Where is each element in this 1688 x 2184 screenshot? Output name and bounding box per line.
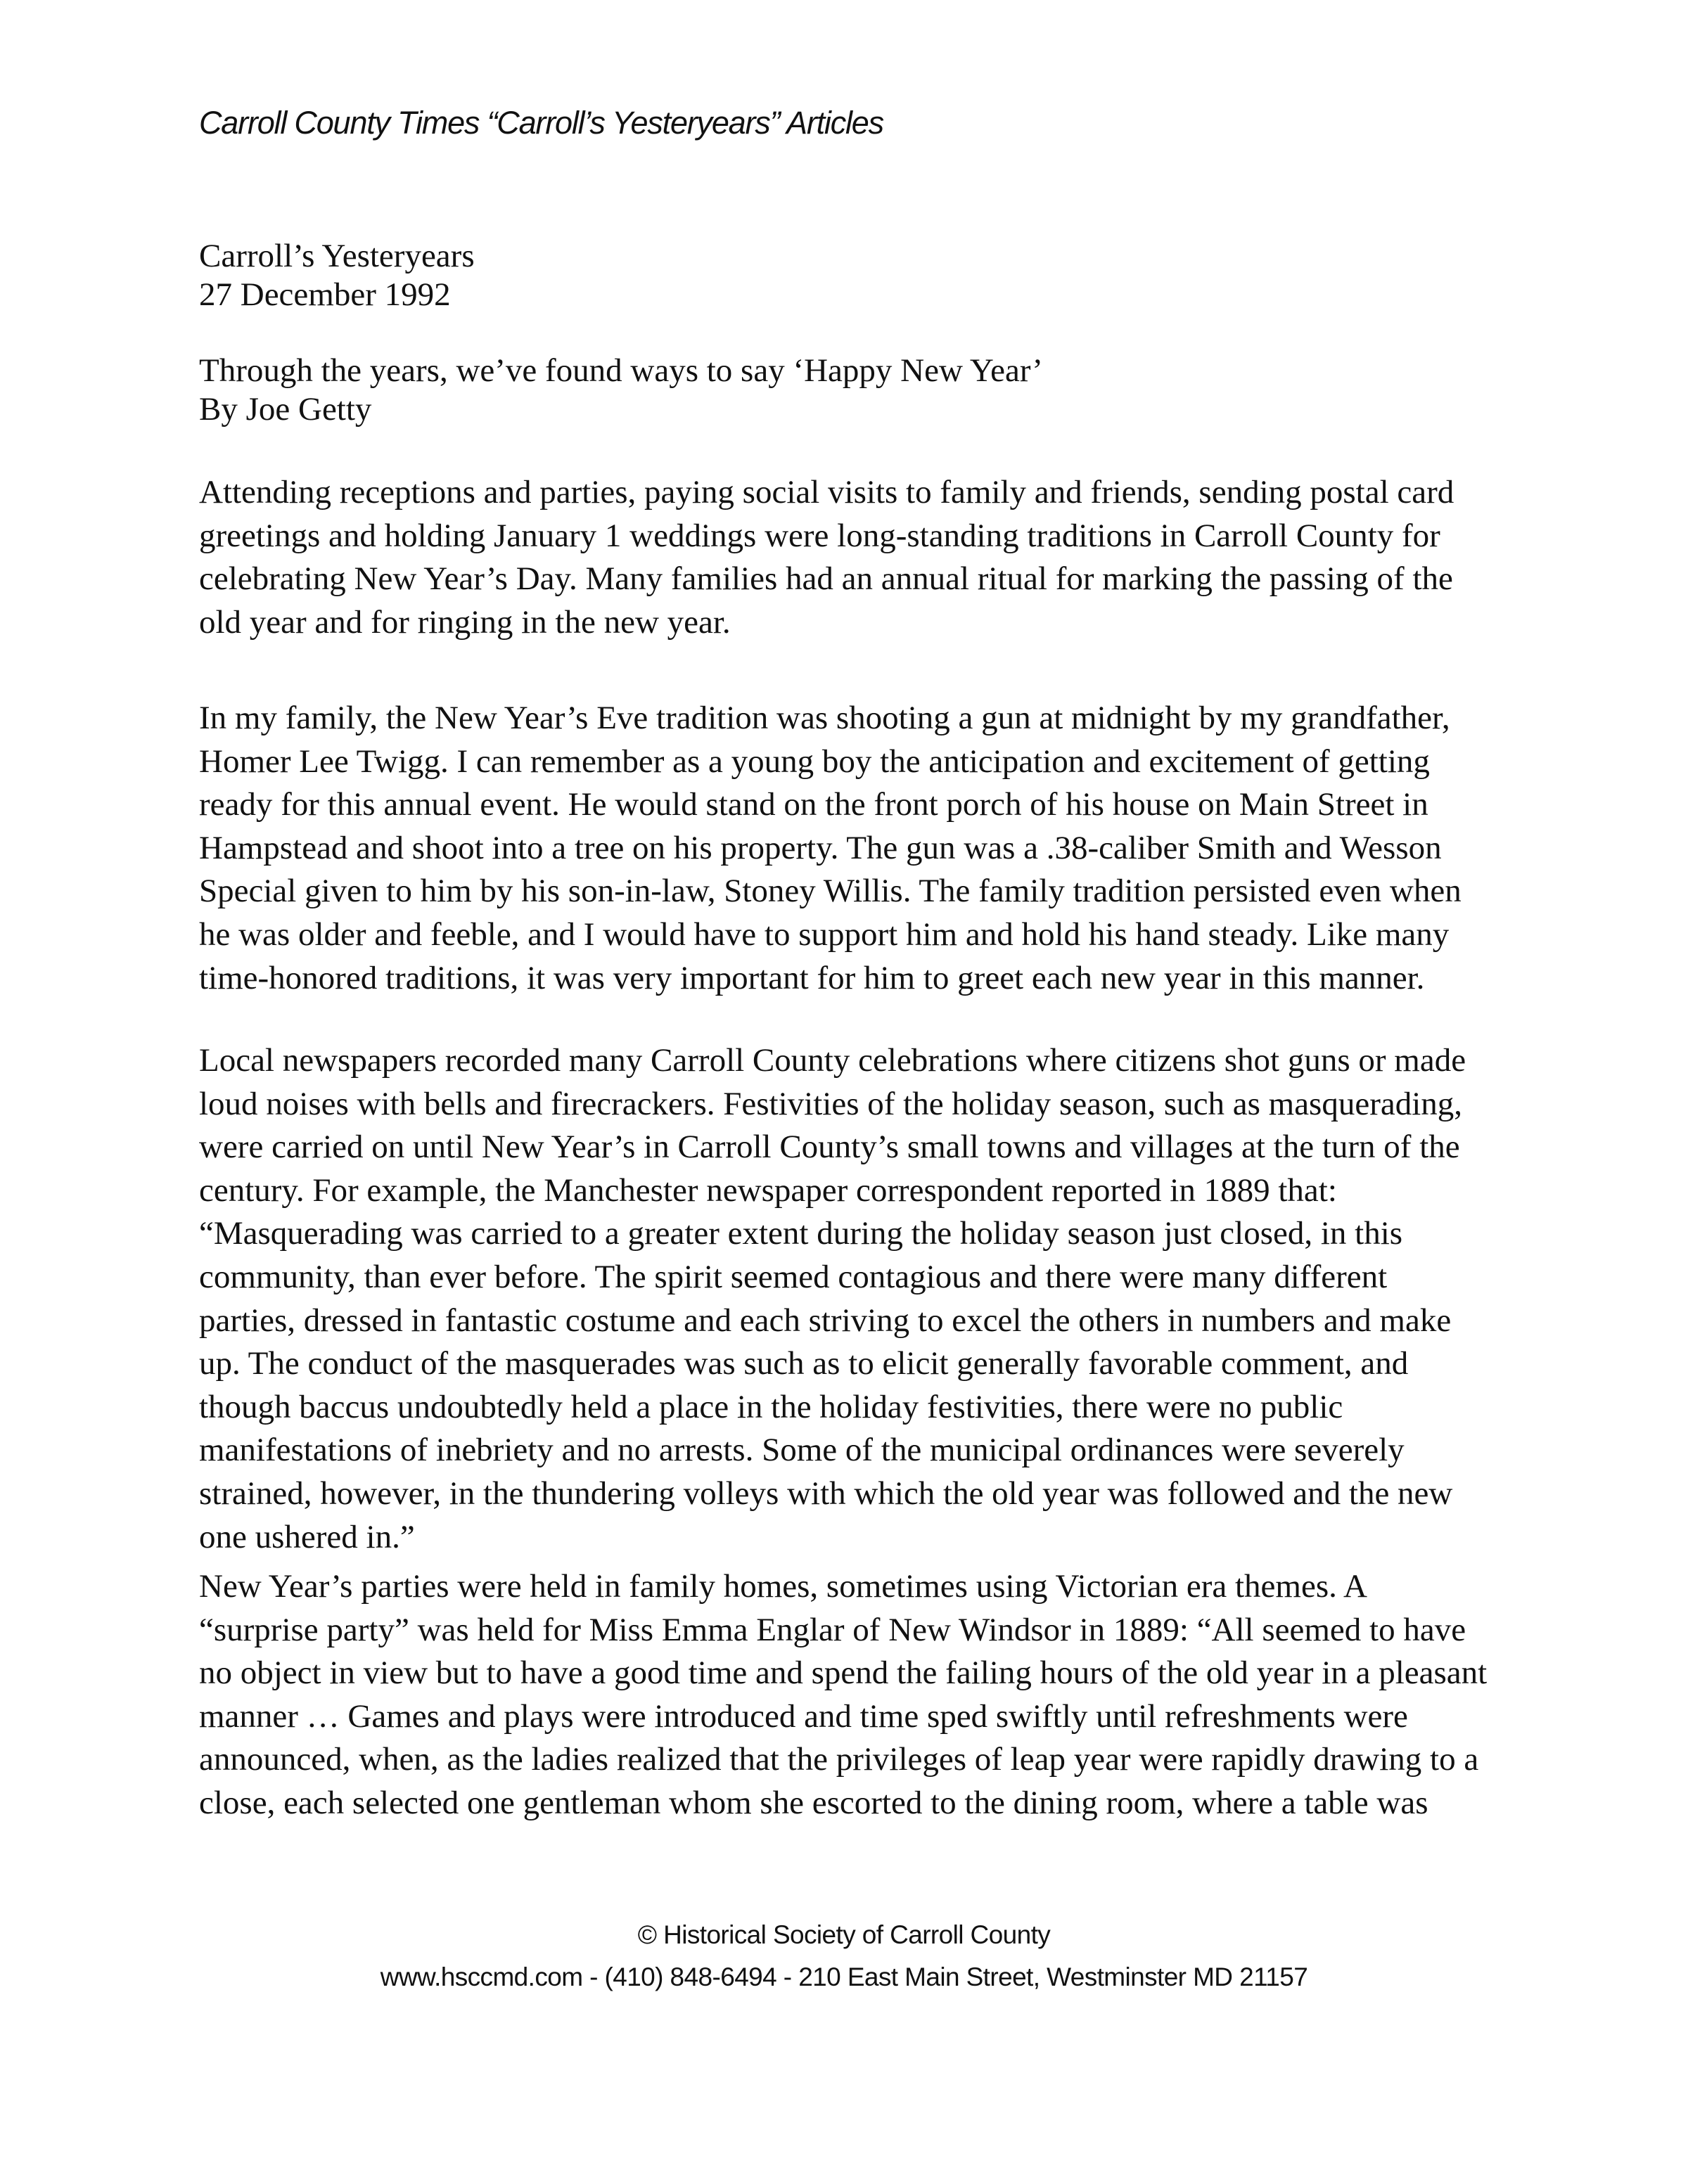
page-footer [0, 1914, 1688, 1998]
paragraph-line: greetings and holding January 1 weddings were long-standing traditions in Carroll County for [199, 517, 1440, 554]
paragraph-line: manifestations of inebriety and no arrests. Some of the municipal ordinances were severely [199, 1432, 1405, 1469]
paragraph-line: time-honored traditions, it was very important for him to greet each new year in this manner. [199, 959, 1425, 996]
paragraph-line: Local newspapers recorded many Carroll County celebrations where citizens shot guns or made [199, 1042, 1466, 1079]
paragraph-line: no object in view but to have a good time and spend the failing hours of the old year in a pleasant [199, 1655, 1488, 1692]
paragraph-line: loud noises with bells and firecrackers. Festivities of the holiday season, such as masquerading, [199, 1085, 1463, 1122]
header-title: Carroll County Times “Carroll’s Yesteryears” Articles [199, 105, 883, 141]
column-info [199, 237, 475, 314]
column-name: Carroll’s Yesteryears [199, 238, 475, 274]
article-heading [199, 352, 1043, 429]
paragraph-line: In my family, the New Year’s Eve tradition was shooting a gun at midnight by my grandfather, [199, 700, 1450, 736]
paragraph-line: parties, dressed in fantastic costume and each striving to excel the others in numbers and make [199, 1302, 1452, 1339]
paragraph-line: celebrating New Year’s Day. Many families had an annual ritual for marking the passing of the [199, 560, 1453, 598]
paragraph-line: ready for this annual event. He would stand on the front porch of his house on Main Street in [199, 786, 1428, 823]
paragraph [199, 471, 1454, 644]
paragraph-line: though baccus undoubtedly held a place in the holiday festivities, there were no public [199, 1388, 1343, 1425]
paragraph-line: “Masquerading was carried to a greater extent during the holiday season just closed, in this [199, 1215, 1403, 1252]
paragraph-line: “surprise party” was held for Miss Emma Englar of New Windsor in 1889: “All seemed to have [199, 1611, 1466, 1648]
paragraph-line: strained, however, in the thundering volleys with which the old year was followed and the new [199, 1475, 1453, 1512]
paragraph-line: Special given to him by his son-in-law, Stoney Willis. The family tradition persisted even when [199, 873, 1462, 910]
article-headline: Through the years, we’ve found ways to say ‘Happy New Year’ [199, 352, 1043, 389]
paragraph-line: Hampstead and shoot into a tree on his property. The gun was a .38-caliber Smith and Wesson [199, 829, 1442, 866]
paragraph-line: old year and for ringing in the new year. [199, 603, 731, 641]
paragraph-line: were carried on until New Year’s in Carroll County’s small towns and villages at the turn of the [199, 1129, 1460, 1166]
article-date: 27 December 1992 [199, 276, 451, 313]
footer-contact: www.hsccmd.com - (410) 848-6494 - 210 East Main Street, Westminster MD 21157 [380, 1963, 1308, 1991]
paragraph-line: century. For example, the Manchester newspaper correspondent reported in 1889 that: [199, 1171, 1337, 1209]
article-byline: By Joe Getty [199, 391, 372, 428]
paragraph-line: announced, when, as the ladies realized that the privileges of leap year were rapidly drawing to a [199, 1741, 1479, 1778]
paragraph-line: Homer Lee Twigg. I can remember as a young boy the anticipation and excitement of getting [199, 743, 1430, 780]
paragraph-line: Attending receptions and parties, paying social visits to family and friends, sending postal card [199, 474, 1454, 510]
paragraph-line: close, each selected one gentleman whom she escorted to the dining room, where a table was [199, 1784, 1428, 1821]
paragraph [199, 1039, 1466, 1559]
paragraph [199, 697, 1462, 1000]
paragraph [199, 1565, 1487, 1825]
paragraph-line: he was older and feeble, and I would have to support him and hold his hand steady. Like many [199, 916, 1450, 953]
paragraph-line: up. The conduct of the masquerades was such as to elicit generally favorable comment, and [199, 1345, 1409, 1382]
paragraph-line: New Year’s parties were held in family homes, sometimes using Victorian era themes. A [199, 1568, 1367, 1605]
paragraph-line: manner … Games and plays were introduced and time sped swiftly until refreshments were [199, 1697, 1408, 1735]
document-header [199, 98, 883, 148]
paragraph-line: community, than ever before. The spirit seemed contagious and there were many different [199, 1258, 1388, 1295]
footer-copyright: © Historical Society of Carroll County [637, 1920, 1051, 1949]
paragraph-line: one ushered in.” [199, 1518, 415, 1555]
